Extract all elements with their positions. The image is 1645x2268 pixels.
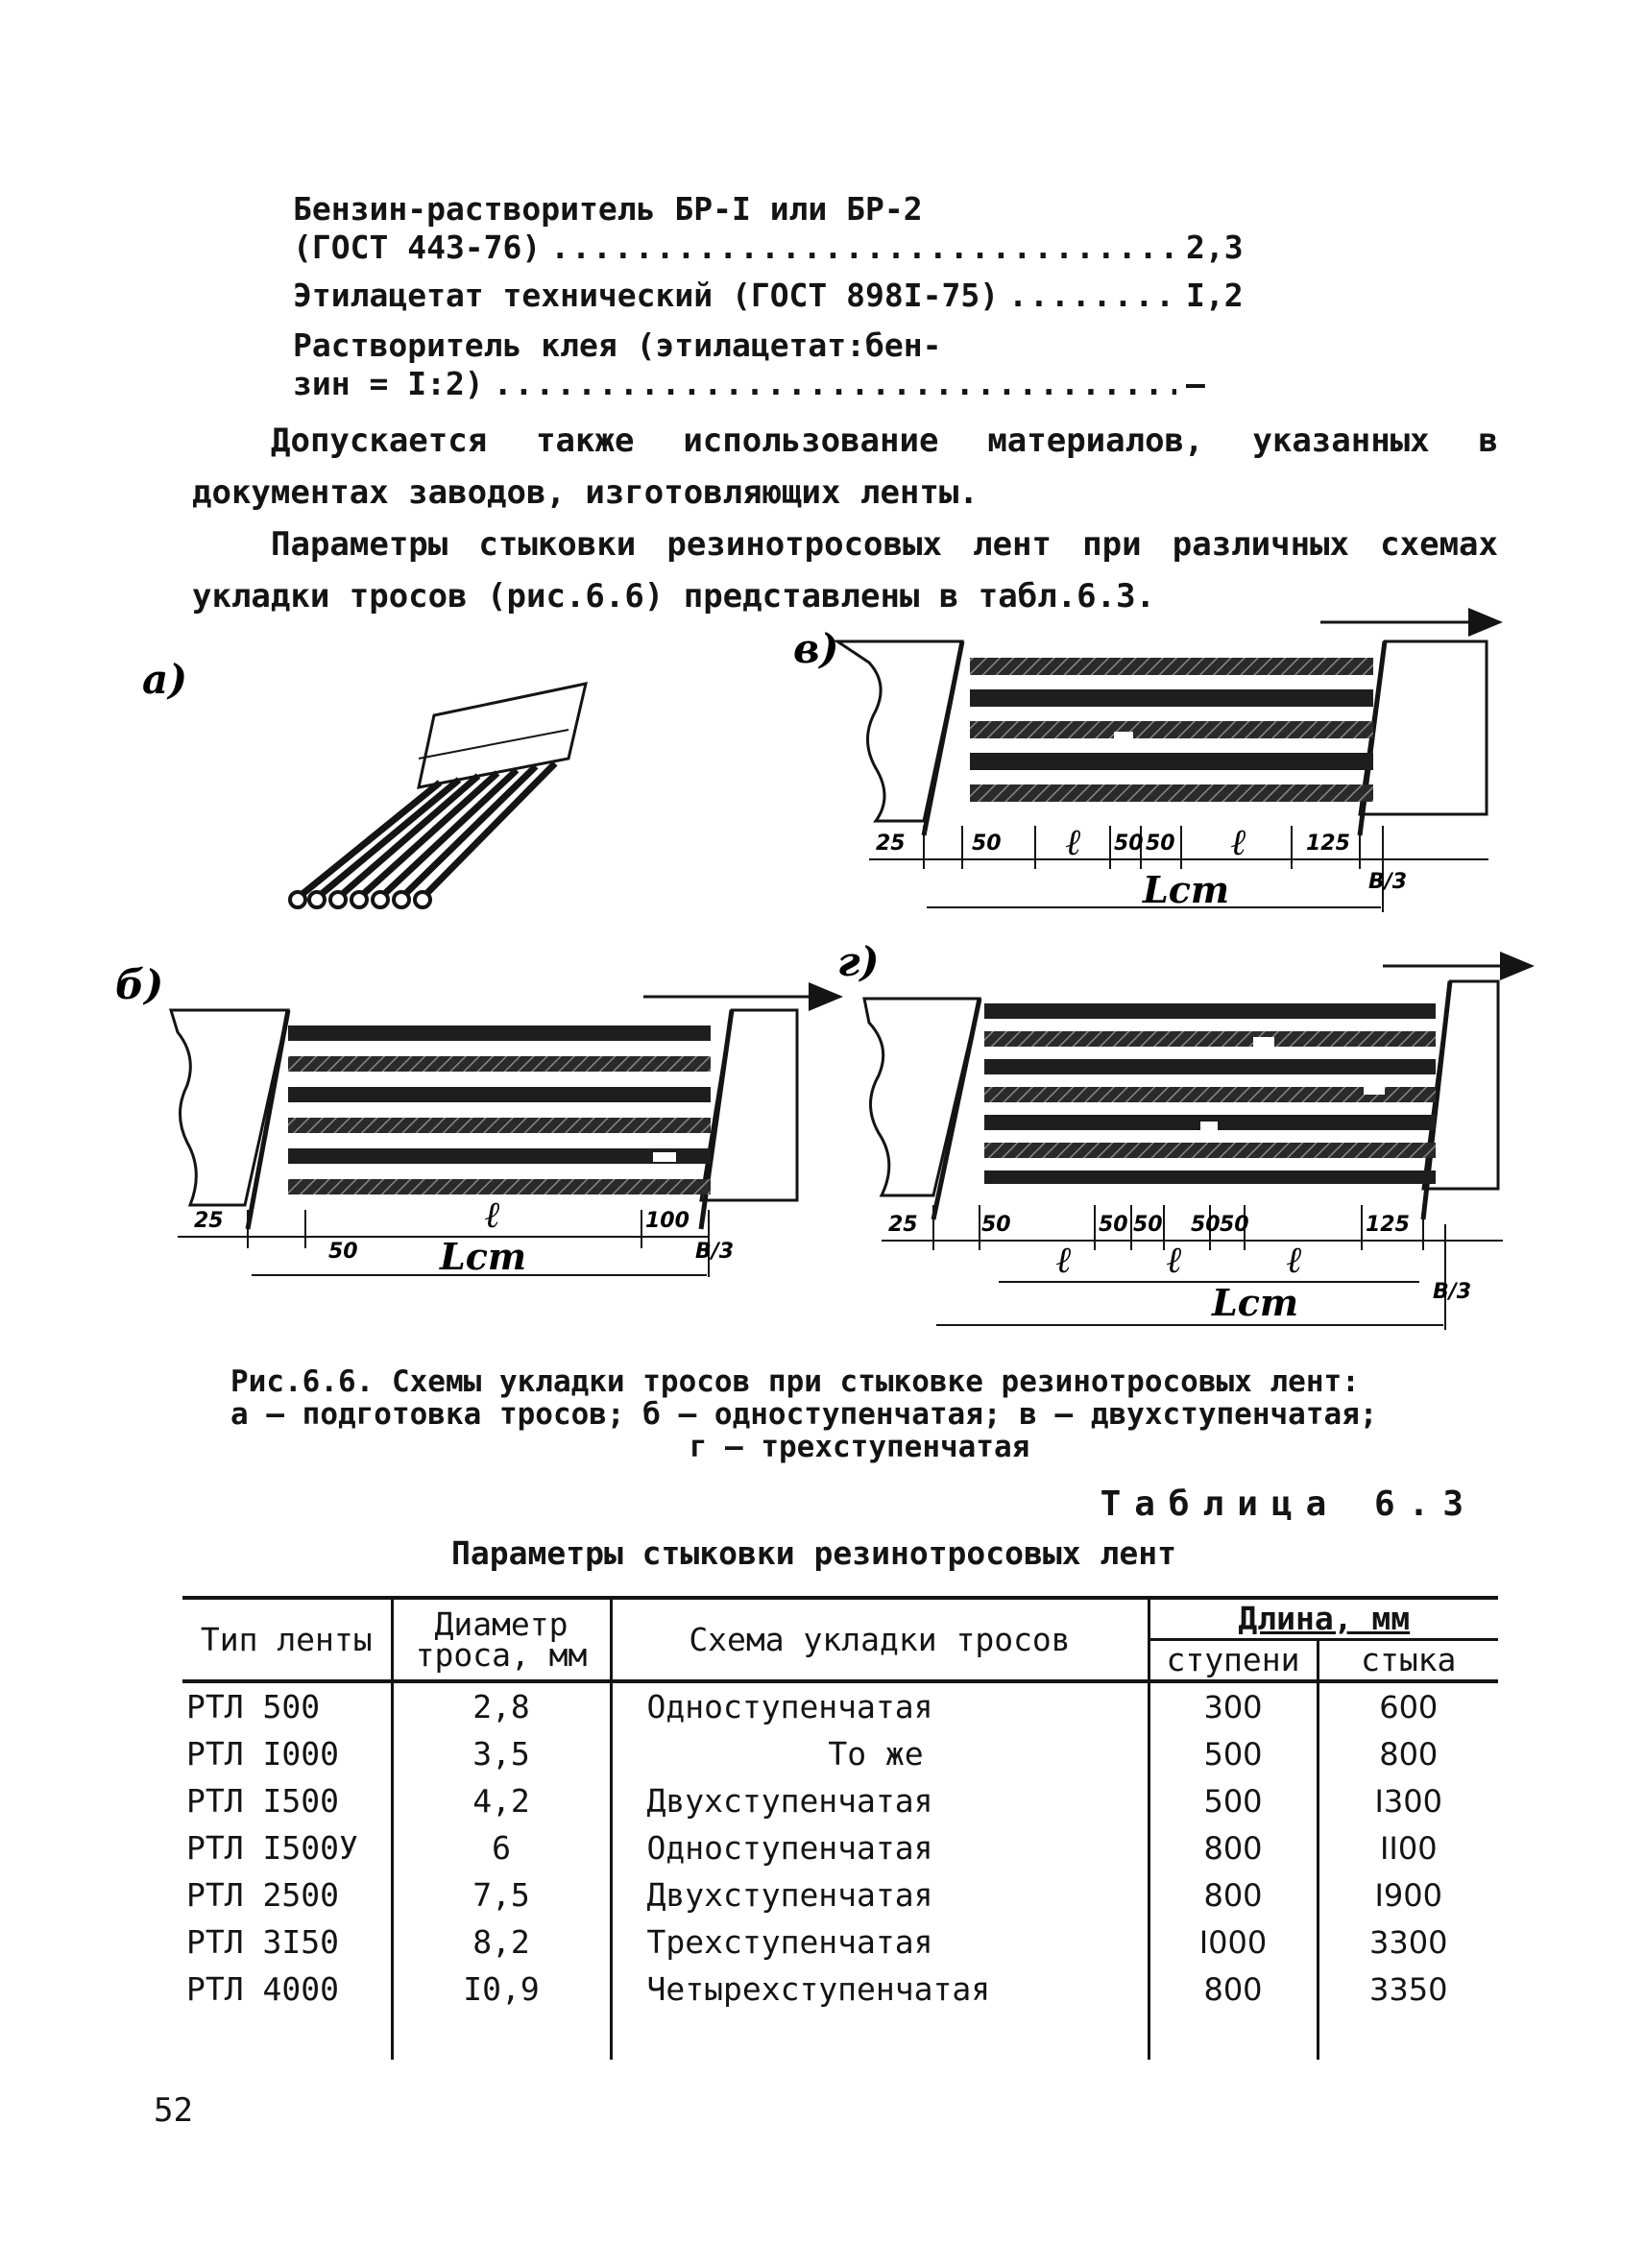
dim-b3: B/3 <box>1433 1280 1472 1304</box>
table-row: РТЛ I000 3,5 То же 500 800 <box>182 1730 1498 1777</box>
header-joint: стыка <box>1361 1641 1457 1678</box>
dim-50: 50 <box>1191 1213 1221 1237</box>
dim-50: 50 <box>1133 1213 1163 1237</box>
dim-lst: Lст <box>1143 868 1230 911</box>
table-title: Параметры стыковки резинотросовых лент <box>451 1534 1176 1572</box>
figure-caption <box>230 1365 1488 1463</box>
panel-b-letter: б) <box>115 961 164 1008</box>
dim-l: ℓ <box>1231 820 1247 863</box>
table-row: РТЛ 3I50 8,2 Трехступенчатая I000 3300 <box>182 1918 1498 1966</box>
paragraph-parameters-note: Параметры стыковки резинотросовых лент при различных схемах укладки тросов (рис.6.6) представлены в табл.6.3. <box>192 525 1498 615</box>
caption-line: Рис.6.6. Схемы укладки тросов при стыковке резинотросовых лент: <box>230 1364 1360 1399</box>
table-row: РТЛ I500 4,2 Двухступенчатая 500 I300 <box>182 1777 1498 1824</box>
page-number: 52 <box>154 2091 193 2130</box>
panel-b-single-stage <box>115 961 840 1278</box>
dim-125: 125 <box>1306 832 1350 856</box>
header-step: ступени <box>1149 1640 1318 1682</box>
panel-v-two-stage <box>793 622 1500 912</box>
table-row: РТЛ 4000 I0,9 Четырехступенчатая 800 3350 <box>182 1966 1498 2013</box>
material-name-cont: (ГОСТ 443-76) <box>293 229 542 266</box>
dim-50: 50 <box>1146 832 1175 856</box>
material-name-cont: зин = I:2) <box>293 365 484 402</box>
dim-100: 100 <box>645 1209 689 1233</box>
dim-l: ℓ <box>1056 1238 1073 1281</box>
parameters-table <box>182 1596 1498 2060</box>
dim-b3: B/3 <box>1368 870 1408 894</box>
dim-25: 25 <box>194 1209 224 1233</box>
panel-a-cable-preparation <box>142 656 586 907</box>
header-diameter: Диаметр троса, мм <box>392 1598 611 1681</box>
dim-l: ℓ <box>1287 1238 1303 1281</box>
dim-l: ℓ <box>1167 1238 1183 1281</box>
table-label: Таблица 6.3 <box>1100 1484 1477 1524</box>
header-length: Длина, мм <box>1238 1600 1411 1637</box>
dim-b3: B/3 <box>695 1240 735 1264</box>
material-value: 2,3 <box>1186 229 1244 266</box>
material-value: I,2 <box>1186 277 1244 314</box>
material-value: – <box>1186 365 1205 402</box>
dim-lst: Lст <box>440 1235 527 1278</box>
table-header <box>182 1598 1498 1681</box>
table-row-spacer <box>182 2013 1498 2060</box>
table-row: РТЛ I500У 6 Одноступенчатая 800 II00 <box>182 1824 1498 1871</box>
dim-50: 50 <box>972 832 1002 856</box>
material-name: Этилацетат технический (ГОСТ 898I-75) <box>293 277 1000 314</box>
material-name: Растворитель клея (этилацетат:бен- <box>293 326 942 364</box>
panel-g-letter: г) <box>837 938 880 985</box>
material-name: Бензин-растворитель БР-I или БР-2 <box>293 190 923 228</box>
dim-50: 50 <box>1114 832 1144 856</box>
paragraph-materials-note: Допускается также использование материалов, указанных в документах заводов, изготовляющих ленты. <box>192 422 1498 512</box>
dim-l: ℓ <box>485 1193 501 1236</box>
dim-50: 50 <box>1099 1213 1128 1237</box>
dim-50: 50 <box>1220 1213 1249 1237</box>
caption-line: г – трехступенчатая <box>689 1430 1030 1464</box>
dim-125: 125 <box>1366 1213 1410 1237</box>
dim-l: ℓ <box>1066 820 1082 863</box>
caption-line: а – подготовка тросов; б – одноступенчатая; в – двухступенчатая; <box>230 1397 1378 1432</box>
dim-25: 25 <box>888 1213 918 1237</box>
dim-25: 25 <box>876 832 906 856</box>
table-row: РТЛ 2500 7,5 Двухступенчатая 800 I900 <box>182 1871 1498 1918</box>
dim-lst: Lст <box>1212 1281 1299 1324</box>
panel-a-letter: а) <box>142 656 188 703</box>
dim-50: 50 <box>328 1240 358 1264</box>
dim-50: 50 <box>981 1213 1011 1237</box>
table-row: РТЛ 500 2,8 Одноступенчатая 300 600 <box>182 1681 1498 1730</box>
panel-g-three-stage <box>837 938 1532 1330</box>
header-scheme: Схема укладки тросов <box>611 1598 1149 1681</box>
panel-v-letter: в) <box>793 625 839 672</box>
header-type: Тип ленты <box>182 1598 392 1681</box>
